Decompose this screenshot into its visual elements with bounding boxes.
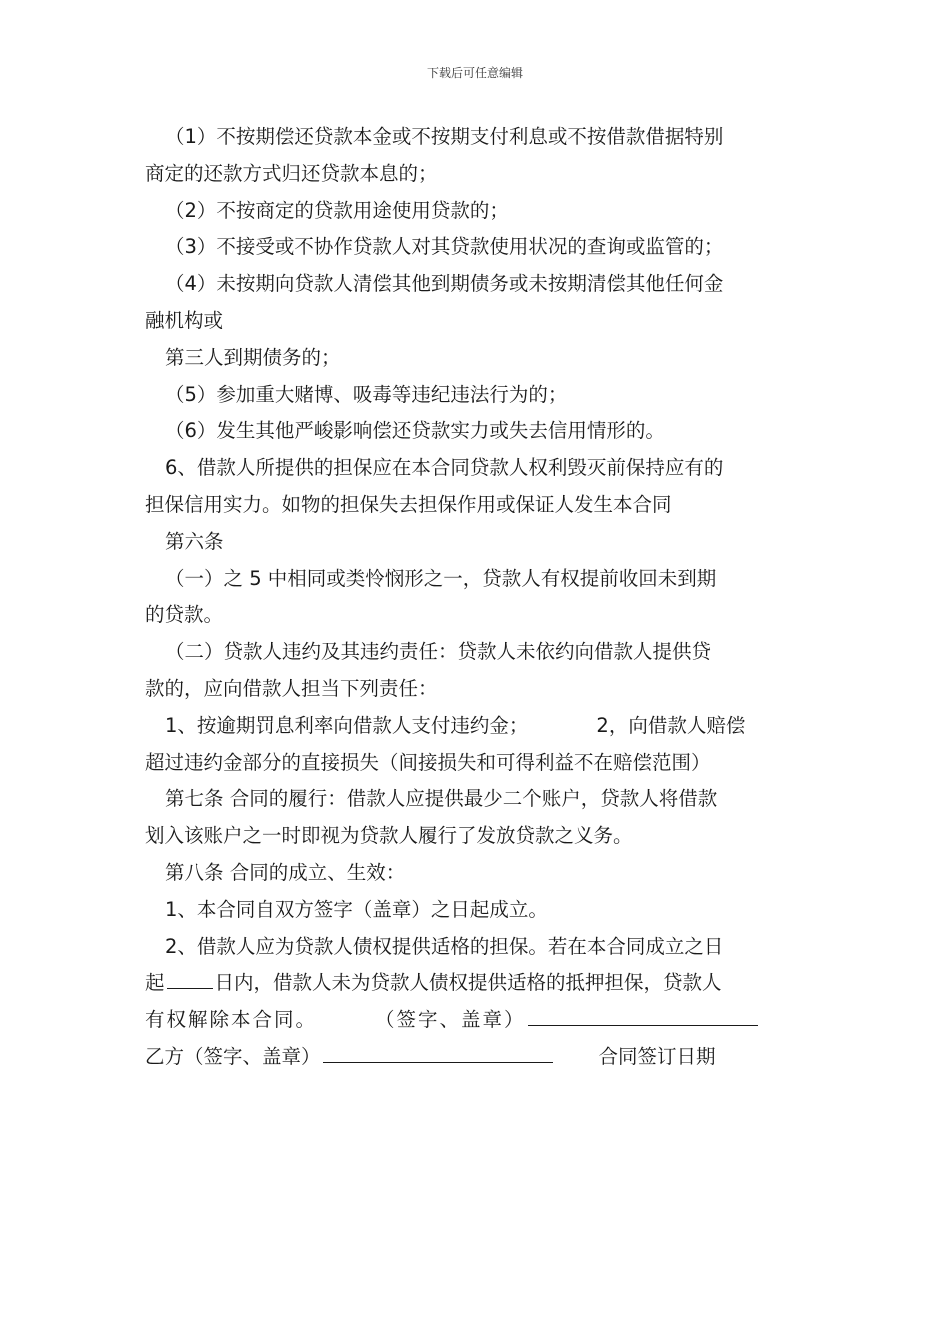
header-text: 下载后可任意编辑 bbox=[426, 66, 523, 80]
party-b-sign-line bbox=[145, 1039, 810, 1076]
sign-date-label: 合同签订日期 bbox=[598, 1044, 716, 1068]
clause-item-4-line-2: 融机构或 bbox=[145, 308, 224, 332]
clause-item-5: （5）参加重大赌博、吸毒等违纪违法行为的； bbox=[165, 382, 568, 406]
party-a-sign-blank bbox=[528, 1003, 758, 1026]
liability-2-line-2: 超过违约金部分的直接损失（间接损失和可得利益不在赔偿范围） bbox=[145, 750, 711, 774]
clause-item-1-line-2: 商定的还款方式归还贷款本息的； bbox=[145, 161, 438, 185]
section-1-line-2: 的贷款。 bbox=[145, 603, 224, 627]
article-8-point-1: 1、本合同自双方签字（盖章）之日起成立。 bbox=[165, 897, 548, 921]
clause-item-1-line-1: （1）不按期偿还贷款本金或不按期支付利息或不按借款借据特别 bbox=[165, 125, 724, 148]
section-2-line-1: （二）贷款人违约及其违约责任：贷款人未依约向借款人提供贷 bbox=[165, 640, 712, 664]
liability-2: 2，向借款人赔偿 bbox=[596, 713, 746, 737]
clause-item-2: （2）不按商定的贷款用途使用贷款的； bbox=[165, 198, 509, 222]
article-7-line-2: 划入该账户之一时即视为贷款人履行了发放贷款之义务。 bbox=[145, 824, 633, 848]
clause-item-4-line-3: 第三人到期债务的； bbox=[165, 345, 341, 369]
party-b-sign-label: 乙方（签字、盖章） bbox=[145, 1044, 321, 1068]
party-b-sign-blank bbox=[323, 1040, 553, 1063]
clause-item-3: （3）不接受或不协作贷款人对其贷款使用状况的查询或监管的； bbox=[165, 235, 724, 259]
liability-1: 1、按逾期罚息利率向借款人支付违约金； bbox=[165, 713, 529, 737]
section-2-line-2: 款的，应向借款人担当下列责任： bbox=[145, 676, 438, 700]
article-8-point-2-line-2: 起 日内，借款人未为贷款人债权提供适格的抵押担保，贷款人 bbox=[145, 965, 810, 1002]
article-8-heading: 第八条 合同的成立、生效： bbox=[165, 860, 406, 884]
party-a-sign-label: （签字、盖章） bbox=[375, 1008, 526, 1032]
contract-body bbox=[145, 119, 810, 1076]
clause-item-6: （6）发生其他严峻影响偿还贷款实力或失去信用情形的。 bbox=[165, 419, 665, 443]
section-1-line-1: （一）之 5 中相同或类怜悯形之一，贷款人有权提前收回未到期 bbox=[165, 566, 717, 590]
article-7-line-1: 第七条 合同的履行：借款人应提供最少二个账户，贷款人将借款 bbox=[165, 787, 718, 811]
liability-line bbox=[145, 708, 810, 745]
article-8-point-2-line-1: 2、借款人应为贷款人债权提供适格的担保。若在本合同成立之日 bbox=[165, 934, 724, 958]
point-6-line-2: 担保信用实力。如物的担保失去担保作用或保证人发生本合同 bbox=[145, 492, 672, 516]
days-blank bbox=[167, 966, 213, 989]
point-6-line-1: 6、借款人所提供的担保应在本合同贷款人权利毁灭前保持应有的 bbox=[165, 456, 724, 480]
article-8-point-2-line-3: 有权解除本合同。 （签字、盖章） bbox=[145, 1002, 810, 1039]
clause-item-4-line-1: （4）未按期向贷款人清偿其他到期债务或未按期清偿其他任何金 bbox=[165, 272, 724, 296]
page-header bbox=[0, 64, 950, 81]
article-6-heading: 第六条 bbox=[165, 529, 224, 553]
